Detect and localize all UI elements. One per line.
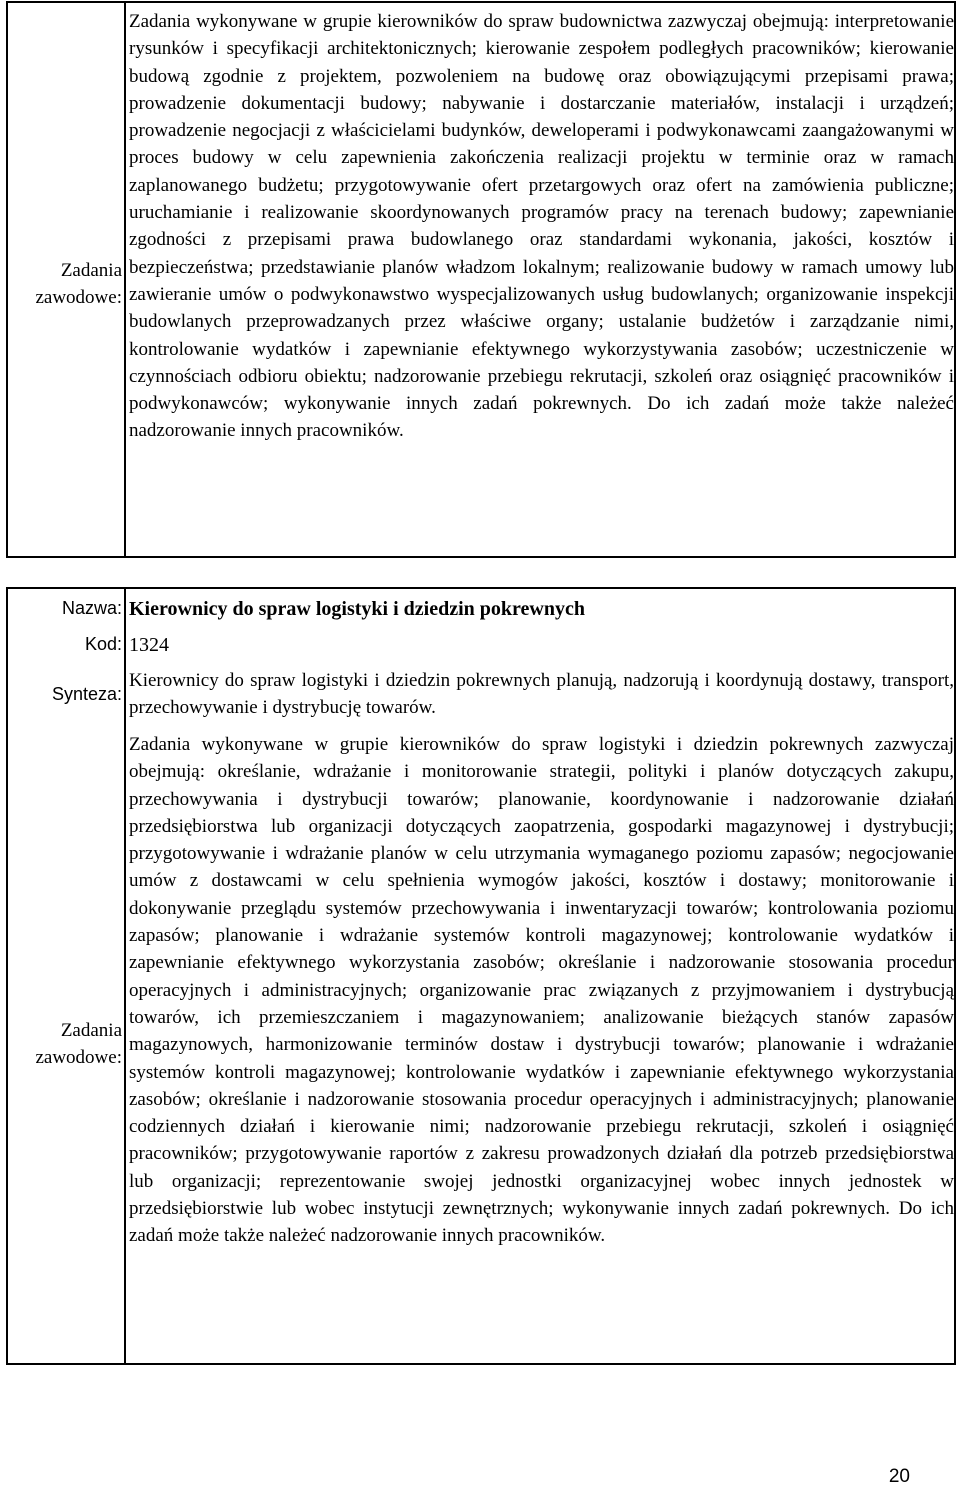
occupation-code: 1324 bbox=[129, 634, 169, 656]
occupation-table-logistics bbox=[6, 587, 956, 1365]
column-divider bbox=[124, 3, 126, 556]
name-label: Nazwa: bbox=[61, 598, 122, 618]
tasks-label-line1: Zadania bbox=[60, 260, 122, 281]
tasks-label bbox=[35, 1017, 122, 1071]
tasks-label-line1: Zadania bbox=[60, 1020, 122, 1041]
tasks-text: Zadania wykonywane w grupie kierowników do spraw budownictwa zazwyczaj obejmują: interpretowanie rysunków i specyfikacji architektonicznych; kierowanie zespołem podległych pracowników; kierowanie budową zgodnie z projektem, pozwoleniem na budowę oraz obowiązującymi przepisami prawa; prowadzenie dokumentacji budowy; nabywanie i dostarczanie materiałów, instalacji i urządzeń; prowadzenie negocjacji z właścicielami budynków, deweloperami i podwykonawcami zaangażowanymi w proces budowy w celu zapewnienia zakończenia realizacji projektu w terminie oraz w ramach zaplanowanego budżetu; przygotowywanie ofert przetargowych oraz ofert na zamówienia publiczne; uruchamianie i realizowanie skoordynowanych programów pracy na terenach budowy; zapewnianie zgodności z przepisami prawa budowlanego oraz standardami wykonania, jakości, kosztów i bezpieczeństwa; przedstawianie planów władzom lokalnym; realizowanie budowy w ramach umowy lub zawieranie umów o podwykonawstwo wyspecjalizowanych usług budowlanych; organizowanie inspekcji budowlanych przeprowadzanych przez właściwe organy; ustalanie budżetów i zarządzanie nimi, kontrolowanie wydatków i zapewnianie efektywnego wykorzystywania zasobów; uczestniczenie w czynnościach odbioru obiektu; nadzorowanie przebiegu rekrutacji, szkoleń oraz osiągnięć pracowników i podwykonawców; wykonywanie innych zadań pokrewnych. Do ich zadań może także należeć nadzorowanie innych pracowników. bbox=[129, 11, 954, 442]
occupation-table-construction bbox=[6, 1, 956, 558]
column-divider bbox=[124, 589, 126, 1363]
tasks-label-line2: zawodowe: bbox=[35, 287, 122, 308]
synthesis-text: Kierownicy do spraw logistyki i dziedzin pokrewnych planują, nadzorują i koordynują dostawy, transport, przechowywanie i dystrybucję towarów. bbox=[129, 670, 954, 719]
page-number: 20 bbox=[888, 1466, 910, 1487]
code-label: Kod: bbox=[84, 634, 122, 654]
tasks-text: Zadania wykonywane w grupie kierowników do spraw logistyki i dziedzin pokrewnych zazwyczaj obejmują: określanie, wdrażanie i monitorowanie strategii, polityki i planów dotyczących zakupu, przechowywania i dystrybucji towarów; planowanie, koordynowanie i nadzorowanie działań przedsiębiorstwa lub organizacji dotyczących zaopatrzenia, gospodarki magazynowej i dystrybucji; przygotowywanie i wdrażanie planów w celu utrzymania wymaganego poziomu zapasów; negocjowanie umów z dostawcami w celu spełnienia wymogów jakości, kosztów i dostawy; monitorowanie i dokonywanie przeglądu systemów przechowywania i inwentaryzacji towarów; kontrolowania poziomu zapasów; planowanie i wdrażanie systemów kontroli magazynowej; kontrolowanie wydatków i zapewnianie efektywnego wykorzystania zasobów; określanie i nadzorowanie stosowania procedur operacyjnych i administracyjnych; organizowanie prac związanych z przyjmowaniem i dystrybucją towarów, ich przemieszczaniem i magazynowaniem; analizowanie bieżących stanów zapasów magazynowych, harmonizowanie terminów dostaw i dystrybucji towarów; planowanie i wdrażanie systemów kontroli magazynowej; kontrolowanie wydatków i zapewnianie efektywnego wykorzystania zasobów; określanie i nadzorowanie stosowania procedur operacyjnych i administracyjnych; planowanie codziennych działań i kierowanie nimi; nadzorowanie przebiegu rekrutacji, szkoleń i osiągnięć pracowników; przygotowywanie raportów z zakresu prowadzonych działań dla potrzeb przedsiębiorstwa lub organizacji; reprezentowanie swojej jednostki organizacyjnej wobec innych jednostek w przedsiębiorstwie lub wobec instytucji zewnętrznych; wykonywanie innych zadań pokrewnych. Do ich zadań może także należeć nadzorowanie innych pracowników. bbox=[129, 734, 954, 1247]
occupation-name: Kierownicy do spraw logistyki i dziedzin pokrewnych bbox=[129, 598, 585, 620]
tasks-label bbox=[35, 257, 122, 311]
tasks-label-line2: zawodowe: bbox=[35, 1047, 122, 1068]
synthesis-label: Synteza: bbox=[51, 684, 122, 704]
